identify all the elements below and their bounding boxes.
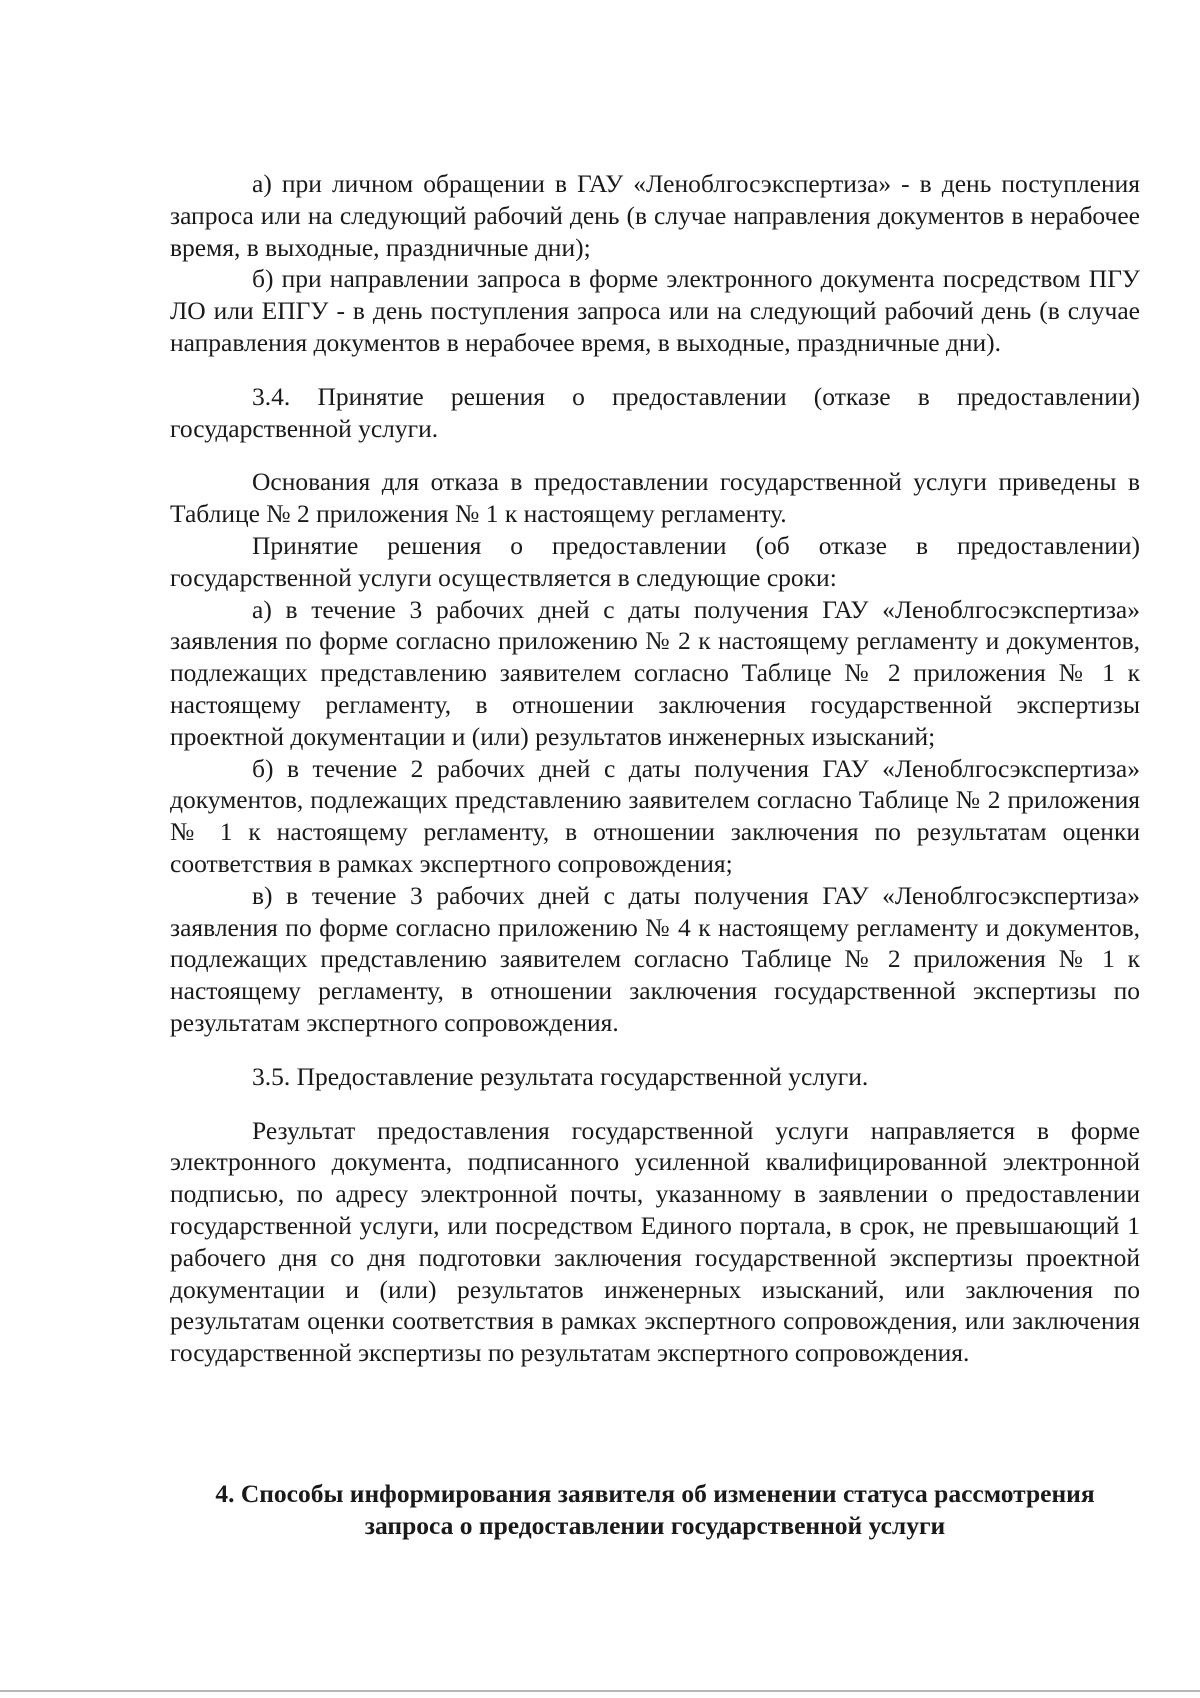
- paragraph-decision-terms: Принятие решения о предоставлении (об отказе в предоставлении) государственной услуги осуществляется в следующие сроки:: [170, 530, 1140, 592]
- paragraph-3-3-b: б) при направлении запроса в форме электронного документа посредством ПГУ ЛО или ЕПГУ - в день поступления запроса или на следующий рабочий день (в случае направления документов в нерабочее время, в выходные, праздничные дни).: [170, 264, 1140, 357]
- page-bottom-edge: [0, 1690, 1200, 1692]
- section-3-4-title: 3.4. Принятие решения о предоставлении (отказе в предоставлении) государственной услуги.: [170, 381, 1140, 443]
- section-4-heading: 4. Способы информирования заявителя об изменении статуса рассмотрения запроса о предоставлении государственной услуги: [215, 1479, 1095, 1540]
- section-3-5-title: 3.5. Предоставление результата государственной услуги.: [252, 1061, 869, 1091]
- paragraph-3-4-a: а) в течение 3 рабочих дней с даты получения ГАУ «Леноблгосэкспертиза» заявления по форме согласно приложению № 2 к настоящему регламенту и документов, подлежащих представлению заявителем согласно Таблице № 2 приложения № 1 к настоящему регламенту, в отношении заключения государственной экспертизы проектной документации и (или) результатов инженерных изысканий;: [170, 594, 1140, 751]
- paragraph-3-4-b: б) в течение 2 рабочих дней с даты получения ГАУ «Леноблгосэкспертиза» документов, подлежащих представлению заявителем согласно Таблице № 2 приложения № 1 к настоящему регламенту, в отношении заключения по результатам оценки соответствия в рамках экспертного сопровождения;: [170, 753, 1140, 878]
- document-body: [170, 168, 1140, 1369]
- paragraph-3-4-c: в) в течение 3 рабочих дней с даты получения ГАУ «Леноблгосэкспертиза» заявления по форме согласно приложению № 4 к настоящему регламенту и документов, подлежащих представлению заявителем согласно Таблице № 2 приложения № 1 к настоящему регламенту, в отношении заключения государственной экспертизы по результатам экспертного сопровождения.: [170, 880, 1140, 1037]
- paragraph-3-3-a: а) при личном обращении в ГАУ «Леноблгосэкспертиза» - в день поступления запроса или на следующий рабочий день (в случае направления документов в нерабочее время, в выходные, праздничные дни);: [170, 169, 1140, 262]
- paragraph-result-delivery: Результат предоставления государственной услуги направляется в форме электронного документа, подписанного усиленной квалифицированной электронной подписью, по адресу электронной почты, указанному в заявлении о предоставлении государственной услуги, или посредством Единого портала, в срок, не превышающий 1 рабочего дня со дня подготовки заключения государственной экспертизы проектной документации и (или) результатов инженерных изысканий, или заключения по результатам оценки соответствия в рамках экспертного сопровождения, или заключения государственной экспертизы по результатам экспертного сопровождения.: [170, 1115, 1140, 1368]
- paragraph-refusal-grounds: Основания для отказа в предоставлении государственной услуги приведены в Таблице № 2 приложения № 1 к настоящему регламенту.: [170, 467, 1140, 529]
